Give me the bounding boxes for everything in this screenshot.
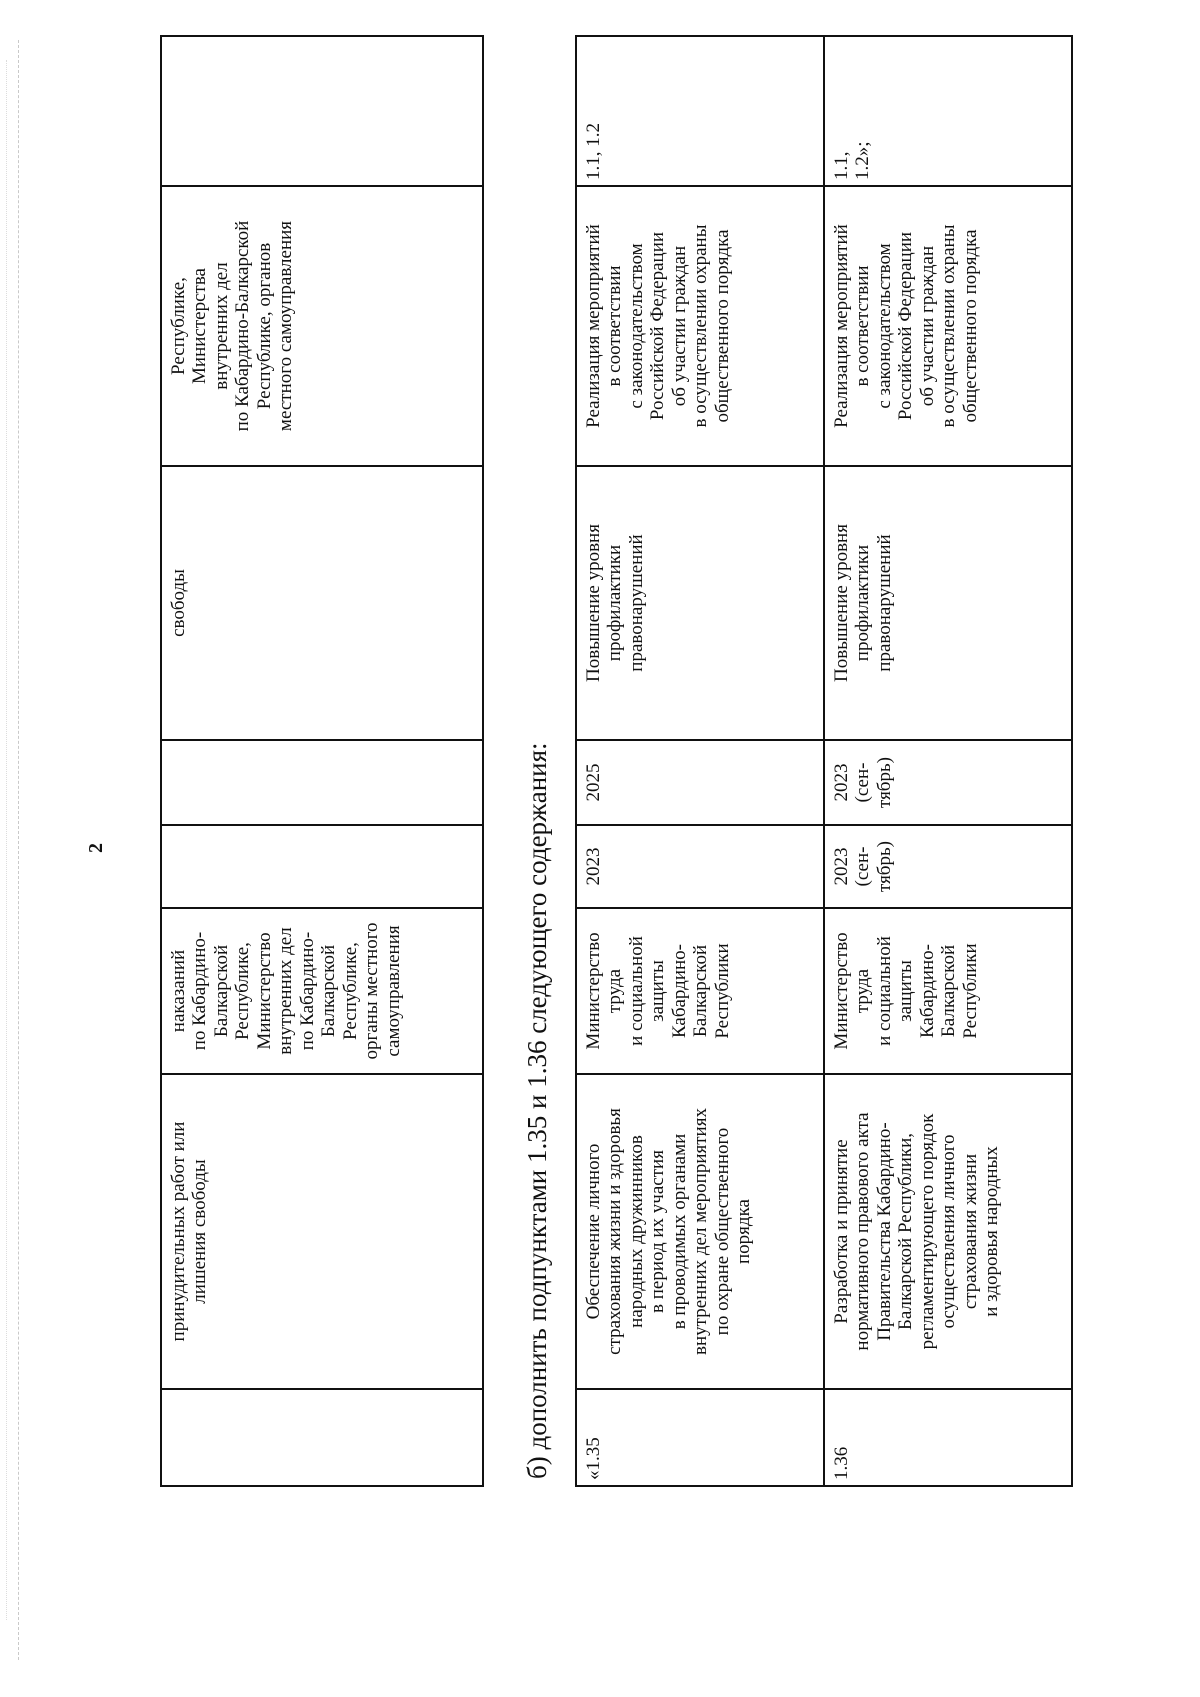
cell-indicators xyxy=(161,36,483,186)
table-row xyxy=(576,36,824,1486)
continued-table xyxy=(160,35,484,1487)
cell-start: 2023 (сен- тябрь) xyxy=(824,825,1072,908)
cell-start: 2023 xyxy=(576,825,824,908)
cell-executor: наказаний по Кабардино- Балкарской Республике, Министерство внутренних дел по Кабардино- Балкарской Республике, органы местного самоуправления xyxy=(161,908,483,1074)
cell-end xyxy=(161,740,483,825)
cell-indicators: 1.1, 1.2 xyxy=(576,36,824,186)
cell-number: 1.36 xyxy=(824,1389,1072,1486)
cell-end: 2023 (сен- тябрь) xyxy=(824,740,1072,825)
new-rows-table xyxy=(575,35,1073,1487)
cell-indicators: 1.1, 1.2»; xyxy=(824,36,1072,186)
cell-link: Реализация мероприятий в соответствии с законодательством Российской Федерации об участии граждан в осуществлении охраны общественного порядка xyxy=(824,186,1072,466)
page-number: 2 xyxy=(85,843,107,853)
cell-executor: Министерство труда и социальной защиты Кабардино- Балкарской Республики xyxy=(824,908,1072,1074)
cell-result: Повышение уровня профилактики правонарушений xyxy=(824,466,1072,740)
cell-executor: Министерство труда и социальной защиты Кабардино- Балкарской Республики xyxy=(576,908,824,1074)
cell-number xyxy=(161,1389,483,1486)
table-row xyxy=(824,36,1072,1486)
cell-measure: Разработка и принятие нормативного правового акта Правительства Кабардино- Балкарской Республики, регламентирующего порядок осуществления личного страхования жизни и здоровья народных xyxy=(824,1074,1072,1389)
cell-number: «1.35 xyxy=(576,1389,824,1486)
cell-measure: принудительных работ или лишения свободы xyxy=(161,1074,483,1389)
section-subtitle: б) дополнить подпунктами 1.35 и 1.36 следующего содержания: xyxy=(522,742,552,1479)
cell-measure: Обеспечение личного страхования жизни и здоровья народных дружинников в период их участия в проводимых органами внутренних дел мероприятиях по охране общественного порядка xyxy=(576,1074,824,1389)
cell-link: Республике, Министерства внутренних дел по Кабардино-Балкарской Республике, органов местного самоуправления xyxy=(161,186,483,466)
table-row xyxy=(161,36,483,1486)
cell-result: Повышение уровня профилактики правонарушений xyxy=(576,466,824,740)
cell-link: Реализация мероприятий в соответствии с законодательством Российской Федерации об участии граждан в осуществлении охраны общественного порядка xyxy=(576,186,824,466)
cell-end: 2025 xyxy=(576,740,824,825)
cell-result: свободы xyxy=(161,466,483,740)
cell-start xyxy=(161,825,483,908)
